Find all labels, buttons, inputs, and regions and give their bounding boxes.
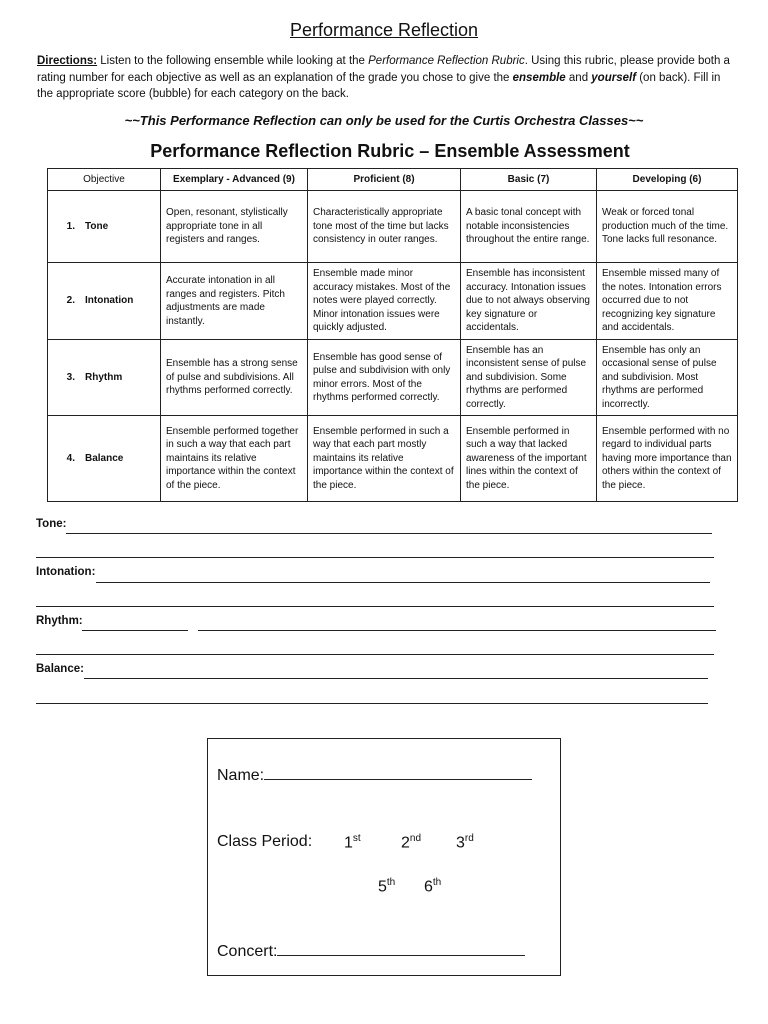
writing-rule[interactable] <box>36 557 714 558</box>
rubric-cell: Characteristically appropriate tone most of the time but lacks consistency in outer ranges. <box>308 191 461 263</box>
concert-input-line[interactable] <box>277 955 525 956</box>
period-suffix: th <box>432 877 442 888</box>
rubric-cell: Accurate intonation in all ranges and registers. Pitch adjustments are made instantly. <box>161 263 308 340</box>
tone-label: Tone: <box>36 518 67 530</box>
period-suffix: nd <box>409 833 422 844</box>
name-input-line[interactable] <box>264 779 532 780</box>
header-proficient: Proficient (8) <box>308 169 461 191</box>
objective-name: Rhythm <box>85 371 123 383</box>
header-exemplary: Exemplary - Advanced (9) <box>161 169 308 191</box>
objective-cell <box>48 191 161 263</box>
objective-number: 3. <box>66 371 75 383</box>
rubric-row-rhythm <box>48 340 738 416</box>
period-number: 3 <box>456 834 465 852</box>
rubric-cell: Ensemble made minor accuracy mistakes. Most of the notes were played correctly. Minor intonation issues were quickly adjusted. <box>308 263 461 340</box>
rubric-cell: Ensemble performed with no regard to individual parts having more importance than others within the context of the piece. <box>597 416 738 502</box>
directions-text: . Using this rubric, please provide both a rating number for each objective as well as an explanation of the grade you chose to give the <box>37 55 730 84</box>
period-6th[interactable] <box>424 877 441 896</box>
objective-cell <box>48 263 161 340</box>
rubric-cell: Open, resonant, stylistically appropriate tone in all registers and ranges. <box>161 191 308 263</box>
directions-yourself: yourself <box>591 71 637 84</box>
directions-text: Listen to the following ensemble while looking at the <box>97 55 369 67</box>
rubric-cell: Ensemble has good sense of pulse and subdivision with only minor errors. Most of the rhythms performed correctly. <box>308 340 461 416</box>
period-1st[interactable] <box>344 833 361 852</box>
class-period-label: Class Period: <box>217 833 313 850</box>
period-number: 6 <box>424 878 433 896</box>
writing-rule[interactable] <box>96 582 710 583</box>
period-3rd[interactable] <box>456 833 474 852</box>
rubric-cell: Weak or forced tonal production much of the time. Tone lacks full resonance. <box>597 191 738 263</box>
directions-ensemble: ensemble <box>512 71 566 84</box>
tone-line-2[interactable] <box>36 542 716 566</box>
writing-rule[interactable] <box>36 654 714 655</box>
objective-cell <box>48 340 161 416</box>
page-title: Performance Reflection <box>289 20 479 40</box>
rubric-table <box>47 168 738 502</box>
balance-label: Balance: <box>36 663 84 676</box>
rhythm-line[interactable] <box>36 615 716 639</box>
name-label: Name: <box>217 767 265 784</box>
directions-text: (on back). Fill in the appropriate score (bubble) for each category on the back. <box>37 71 721 100</box>
objective-number: 1. <box>66 220 75 232</box>
tone-line[interactable] <box>36 518 716 542</box>
rubric-cell: Ensemble missed many of the notes. Intonation errors occurred due to not recognizing key signature and accidentals. <box>597 263 738 340</box>
intonation-line-2[interactable] <box>36 591 716 615</box>
period-suffix: st <box>352 833 361 844</box>
rubric-header-row <box>48 169 738 191</box>
writing-rule[interactable] <box>82 630 188 631</box>
period-2nd[interactable] <box>401 833 421 852</box>
objective-name: Intonation <box>85 295 134 307</box>
period-number: 2 <box>401 834 410 852</box>
directions-text: and <box>565 71 592 84</box>
rubric-cell: Ensemble has inconsistent accuracy. Intonation issues due to not always observing key signature or accidentals. <box>461 263 597 340</box>
period-5th[interactable] <box>378 877 395 896</box>
header-developing: Developing (6) <box>597 169 738 191</box>
period-suffix: th <box>386 877 396 888</box>
usage-notice: ~~This Performance Reflection can only be used for the Curtis Orchestra Classes~~ <box>124 113 644 128</box>
directions-label: Directions: <box>37 55 98 67</box>
objective-cell <box>48 416 161 502</box>
directions <box>37 53 737 103</box>
intonation-line[interactable] <box>36 566 716 590</box>
writing-rule[interactable] <box>198 630 716 631</box>
period-number: 1 <box>344 834 353 852</box>
rubric-cell: Ensemble performed in such a way that each part mostly maintains its relative importance within the context of the piece. <box>308 416 461 502</box>
rubric-cell: Ensemble performed in such a way that lacked awareness of the important lines within the context of the piece. <box>461 416 597 502</box>
rubric-cell: A basic tonal concept with notable inconsistencies throughout the entire range. <box>461 191 597 263</box>
rhythm-label: Rhythm: <box>36 614 83 627</box>
objective-name: Tone <box>85 220 109 232</box>
header-basic: Basic (7) <box>461 169 597 191</box>
writing-rule[interactable] <box>66 533 712 534</box>
objective-number: 4. <box>66 452 75 464</box>
rubric-title: Performance Reflection Rubric – Ensemble Assessment <box>150 141 630 161</box>
period-number: 5 <box>378 878 387 896</box>
header-objective: Objective <box>48 169 161 191</box>
rubric-row-tone <box>48 191 738 263</box>
objective-name: Balance <box>85 452 124 464</box>
name-field[interactable] <box>217 767 532 785</box>
reflection-lines <box>36 518 716 712</box>
writing-rule[interactable] <box>36 703 708 704</box>
balance-line-2[interactable] <box>36 687 716 711</box>
writing-rule[interactable] <box>36 606 714 607</box>
rubric-cell: Ensemble has only an occasional sense of pulse and subdivision. Most rhythms are performed incorrectly. <box>597 340 738 416</box>
directions-rubric-name: Performance Reflection Rubric <box>368 55 525 67</box>
balance-line[interactable] <box>36 663 716 687</box>
student-info-box <box>207 738 561 976</box>
concert-field[interactable] <box>217 943 525 961</box>
rubric-cell: Ensemble has an inconsistent sense of pulse and subdivision. Some rhythms are performed correctly. <box>461 340 597 416</box>
writing-rule[interactable] <box>84 678 708 679</box>
objective-number: 2. <box>66 295 75 307</box>
rubric-cell: Ensemble performed together in such a way that each part maintains its relative importance within the context of the piece. <box>161 416 308 502</box>
period-suffix: rd <box>464 833 474 844</box>
intonation-label: Intonation: <box>36 566 96 579</box>
rubric-row-balance <box>48 416 738 502</box>
concert-label: Concert: <box>217 943 278 960</box>
rubric-cell: Ensemble has a strong sense of pulse and subdivisions. All rhythms performed correctly. <box>161 340 308 416</box>
rhythm-line-2[interactable] <box>36 639 716 663</box>
rubric-row-intonation <box>48 263 738 340</box>
